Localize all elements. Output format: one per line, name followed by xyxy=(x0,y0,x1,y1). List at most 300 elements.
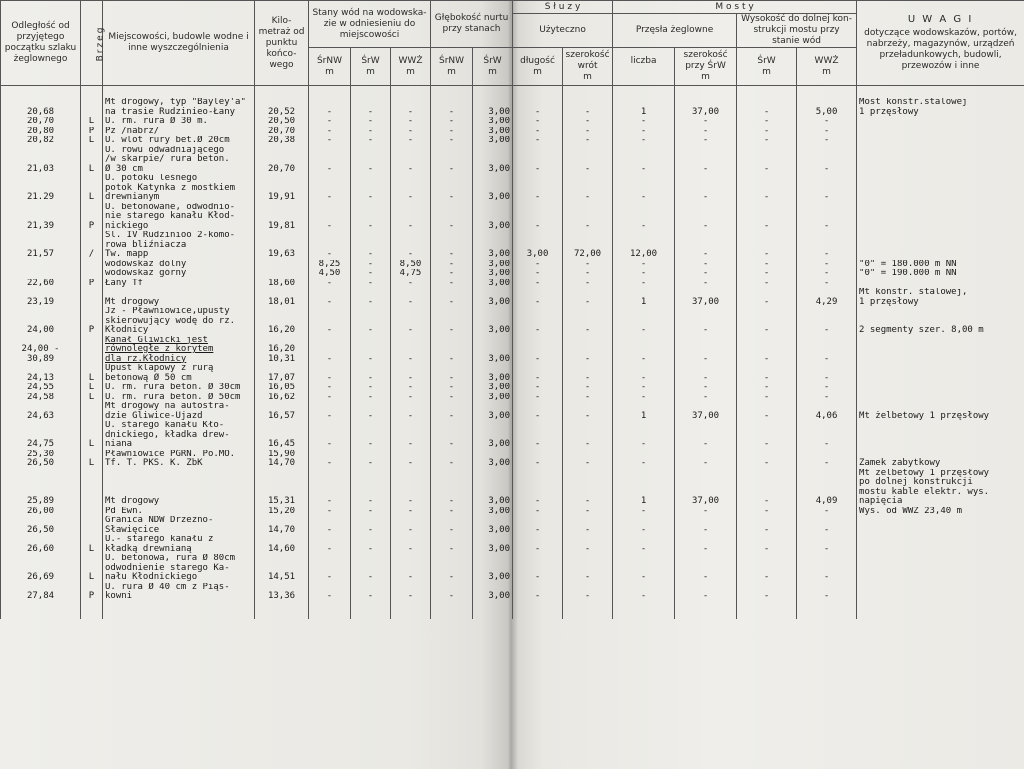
cell-lock-length: - xyxy=(513,146,563,175)
cell-lock-gate-width: - xyxy=(563,402,613,421)
cell-remarks xyxy=(857,554,1024,583)
cell-kilometrage: 17,07 xyxy=(255,364,309,383)
cell-kilometrage: 18,01 xyxy=(255,288,309,307)
cell-depth-srnw: - xyxy=(431,535,473,554)
header-distance: Odległość od przyjętego początku szlaku żeglownego xyxy=(1,1,81,86)
header-kilometrage: Kilo- metraż od punktu końco- wego xyxy=(255,1,309,86)
cell-level-srw: - xyxy=(351,583,391,602)
cell-bank: L xyxy=(81,364,103,383)
cell-clearance-wwz: - xyxy=(797,260,857,270)
cell-level-srw: - xyxy=(351,402,391,421)
cell-level-wwz: - xyxy=(391,516,431,535)
cell-distance: 24,63 xyxy=(1,402,81,421)
cell-span-width: - xyxy=(675,174,737,203)
col-span-count: liczba xyxy=(613,48,675,86)
cell-level-srnw: - xyxy=(309,288,351,307)
cell-lock-length: - xyxy=(513,383,563,393)
cell-clearance-srw: - xyxy=(737,231,797,260)
cell-kilometrage xyxy=(255,269,309,279)
cell-depth-srw: 3,00 xyxy=(473,288,513,307)
cell-span-count: - xyxy=(613,307,675,336)
cell-lock-gate-width: - xyxy=(563,117,613,127)
cell-level-srw: - xyxy=(351,269,391,279)
cell-bank: L xyxy=(81,383,103,393)
table-row xyxy=(1,469,1024,507)
cell-level-wwz: - xyxy=(391,364,431,383)
cell-depth-srw: 3,00 xyxy=(473,450,513,469)
cell-remarks xyxy=(857,535,1024,554)
cell-remarks xyxy=(857,117,1024,127)
cell-level-wwz: - xyxy=(391,279,431,289)
cell-depth-srnw: - xyxy=(431,393,473,403)
cell-depth-srw: 3,00 xyxy=(473,174,513,203)
cell-level-srw: - xyxy=(351,127,391,137)
cell-level-wwz: - xyxy=(391,288,431,307)
cell-bank: L xyxy=(81,136,103,146)
cell-bank: L xyxy=(81,393,103,403)
cell-depth-srnw: - xyxy=(431,469,473,507)
cell-description: Kanał Gliwicki jest równoległe z korytem dla rz.Kłodnicy xyxy=(103,336,255,365)
remarks-subtitle: dotyczące wodowskazów, portów, nabrzeży, magazynów, urządzeń przeładunkowych, budowli, przewozów i inne xyxy=(864,28,1017,71)
table-row xyxy=(1,136,1024,146)
cell-remarks xyxy=(857,364,1024,383)
cell-span-count: - xyxy=(613,383,675,393)
cell-distance xyxy=(1,260,81,270)
cell-span-width: - xyxy=(675,279,737,289)
cell-clearance-wwz: - xyxy=(797,421,857,450)
cell-level-wwz: - xyxy=(391,507,431,517)
cell-distance: 26,50 xyxy=(1,516,81,535)
col-gate-width: szerokość wrót m xyxy=(563,48,613,86)
cell-level-wwz: - xyxy=(391,203,431,232)
cell-level-srw: - xyxy=(351,174,391,203)
cell-lock-length: - xyxy=(513,203,563,232)
cell-level-srnw: - xyxy=(309,364,351,383)
cell-lock-gate-width: 72,00 xyxy=(563,231,613,260)
cell-level-wwz: - xyxy=(391,174,431,203)
cell-span-width: - xyxy=(675,127,737,137)
cell-span-count: - xyxy=(613,516,675,535)
cell-lock-gate-width: - xyxy=(563,146,613,175)
cell-level-srw: - xyxy=(351,393,391,403)
cell-kilometrage: 20,52 xyxy=(255,98,309,117)
cell-level-srw: - xyxy=(351,535,391,554)
cell-bank: P xyxy=(81,583,103,602)
cell-remarks xyxy=(857,136,1024,146)
cell-lock-gate-width: - xyxy=(563,269,613,279)
header-spans: Przęsła żeglowne xyxy=(613,14,737,48)
cell-description: Mt drogowy xyxy=(103,288,255,307)
cell-clearance-srw: - xyxy=(737,516,797,535)
cell-lock-gate-width: - xyxy=(563,260,613,270)
cell-remarks: Mt żelbetowy 1 przęsłowy po dolnej konstrukcji mostu kable elektr. wys. napięcia xyxy=(857,469,1024,507)
col-clear-wwz: WWŻ m xyxy=(797,48,857,86)
cell-clearance-srw: - xyxy=(737,450,797,469)
header-water-levels: Stany wód na wodowska- zie w odniesieniu do miejscowości xyxy=(309,1,431,48)
cell-level-srnw: - xyxy=(309,516,351,535)
cell-span-width: - xyxy=(675,383,737,393)
cell-level-srw: - xyxy=(351,364,391,383)
cell-level-srnw: - xyxy=(309,554,351,583)
cell-lock-gate-width: - xyxy=(563,535,613,554)
table-row xyxy=(1,383,1024,393)
cell-lock-length: - xyxy=(513,136,563,146)
cell-level-wwz: 4,75 xyxy=(391,269,431,279)
cell-span-width: - xyxy=(675,516,737,535)
cell-distance: 21,39 xyxy=(1,203,81,232)
cell-depth-srw: 3,00 xyxy=(473,583,513,602)
cell-lock-gate-width: - xyxy=(563,516,613,535)
cell-lock-gate-width: - xyxy=(563,174,613,203)
cell-level-srw: - xyxy=(351,507,391,517)
cell-kilometrage: 14,51 xyxy=(255,554,309,583)
table-row xyxy=(1,364,1024,383)
cell-span-count: 1 xyxy=(613,288,675,307)
cell-description: U. rura Ø 40 cm z Piąs- kowni xyxy=(103,583,255,602)
cell-level-srnw: - xyxy=(309,402,351,421)
cell-kilometrage: 16,62 xyxy=(255,393,309,403)
cell-depth-srnw: - xyxy=(431,364,473,383)
cell-clearance-srw: - xyxy=(737,393,797,403)
cell-span-width: - xyxy=(675,136,737,146)
cell-description: U.- starego kanału z kładką drewnianą xyxy=(103,535,255,554)
cell-depth-srw: 3,00 xyxy=(473,231,513,260)
cell-level-srw: - xyxy=(351,288,391,307)
cell-lock-gate-width: - xyxy=(563,136,613,146)
table-row xyxy=(1,421,1024,450)
cell-kilometrage: 13,36 xyxy=(255,583,309,602)
cell-span-width: - xyxy=(675,393,737,403)
cell-bank xyxy=(81,336,103,365)
cell-depth-srw: 3,00 xyxy=(473,554,513,583)
cell-span-width: - xyxy=(675,117,737,127)
cell-depth-srnw: - xyxy=(431,269,473,279)
cell-clearance-srw: - xyxy=(737,402,797,421)
cell-depth-srw: 3,00 xyxy=(473,127,513,137)
cell-span-count: - xyxy=(613,174,675,203)
cell-clearance-wwz: - xyxy=(797,364,857,383)
cell-distance: 25,30 26,50 xyxy=(1,450,81,469)
cell-level-srw: - xyxy=(351,336,391,365)
cell-remarks xyxy=(857,174,1024,203)
col-span-width: szerokość przy ŚrW m xyxy=(675,48,737,86)
cell-level-srnw: - xyxy=(309,279,351,289)
cell-bank xyxy=(81,269,103,279)
cell-clearance-srw: - xyxy=(737,469,797,507)
cell-span-width: - xyxy=(675,421,737,450)
cell-remarks xyxy=(857,583,1024,602)
cell-kilometrage: 16,45 xyxy=(255,421,309,450)
cell-level-srw: - xyxy=(351,231,391,260)
cell-lock-gate-width: - xyxy=(563,469,613,507)
cell-level-wwz: 8,50 xyxy=(391,260,431,270)
cell-clearance-wwz: - xyxy=(797,136,857,146)
header-usable: Użyteczno xyxy=(513,14,613,48)
cell-depth-srnw: - xyxy=(431,288,473,307)
cell-lock-length: - xyxy=(513,507,563,517)
cell-level-srw: - xyxy=(351,260,391,270)
cell-clearance-wwz: 5,00 xyxy=(797,98,857,117)
col-depth-srw: ŚrW m xyxy=(473,48,513,86)
cell-clearance-wwz: - xyxy=(797,307,857,336)
cell-depth-srnw: - xyxy=(431,98,473,117)
cell-kilometrage: 16,05 xyxy=(255,383,309,393)
remarks-title: U W A G I xyxy=(907,14,974,25)
cell-bank xyxy=(81,98,103,117)
cell-kilometrage: 20,70 xyxy=(255,127,309,137)
cell-level-srnw: - xyxy=(309,469,351,507)
cell-description: U. betonowane, odwodnio- nie starego kanału Kłod- nickiego xyxy=(103,203,255,232)
cell-depth-srw: 3,00 xyxy=(473,117,513,127)
cell-span-count: 1 xyxy=(613,402,675,421)
cell-span-count: - xyxy=(613,203,675,232)
cell-distance: 26,60 xyxy=(1,535,81,554)
cell-depth-srnw: - xyxy=(431,450,473,469)
cell-level-wwz: - xyxy=(391,231,431,260)
cell-bank: L xyxy=(81,450,103,469)
cell-span-count: - xyxy=(613,554,675,583)
table-row xyxy=(1,127,1024,137)
cell-remarks xyxy=(857,127,1024,137)
table-row xyxy=(1,231,1024,260)
cell-clearance-srw: - xyxy=(737,554,797,583)
cell-lock-gate-width: - xyxy=(563,450,613,469)
cell-level-wwz: - xyxy=(391,307,431,336)
table-row xyxy=(1,269,1024,279)
table-row xyxy=(1,146,1024,175)
cell-span-width: - xyxy=(675,146,737,175)
col-length: długość m xyxy=(513,48,563,86)
cell-depth-srw: 3,00 xyxy=(473,146,513,175)
cell-level-srnw: - xyxy=(309,127,351,137)
header-bank: Brzeg xyxy=(81,1,103,86)
cell-depth-srnw: - xyxy=(431,136,473,146)
cell-span-width: - xyxy=(675,507,737,517)
cell-clearance-wwz: 4,09 xyxy=(797,469,857,507)
cell-distance: 20,68 xyxy=(1,98,81,117)
cell-lock-length: - xyxy=(513,469,563,507)
cell-description: Jz - Pławniowice,upusty skierowujący wodę do rz. Kłodnicy xyxy=(103,307,255,336)
cell-bank: P xyxy=(81,307,103,336)
cell-clearance-wwz: - xyxy=(797,516,857,535)
cell-lock-length: - xyxy=(513,336,563,365)
table-row xyxy=(1,307,1024,336)
cell-level-srw: - xyxy=(351,203,391,232)
cell-clearance-wwz: - xyxy=(797,269,857,279)
table-row xyxy=(1,260,1024,270)
cell-clearance-wwz: - xyxy=(797,393,857,403)
cell-depth-srw: 3,00 xyxy=(473,516,513,535)
cell-bank: L xyxy=(81,117,103,127)
header-places: Miejscowości, budowle wodne i inne wyszczególnienia xyxy=(103,1,255,86)
cell-span-count: - xyxy=(613,136,675,146)
cell-bank: L xyxy=(81,146,103,175)
cell-bank xyxy=(81,469,103,507)
cell-clearance-srw: - xyxy=(737,203,797,232)
cell-clearance-wwz: - xyxy=(797,203,857,232)
cell-kilometrage: 19,81 xyxy=(255,203,309,232)
cell-distance: 21.29 xyxy=(1,174,81,203)
cell-kilometrage: 14,60 xyxy=(255,535,309,554)
table-row xyxy=(1,402,1024,421)
cell-level-wwz: - xyxy=(391,336,431,365)
cell-lock-length: - xyxy=(513,535,563,554)
cell-clearance-srw: - xyxy=(737,307,797,336)
cell-lock-length: - xyxy=(513,450,563,469)
cell-span-width: - xyxy=(675,336,737,365)
cell-clearance-srw: - xyxy=(737,336,797,365)
cell-kilometrage: 16,20 10,31 xyxy=(255,336,309,365)
cell-lock-gate-width: - xyxy=(563,98,613,117)
cell-span-width: - xyxy=(675,450,737,469)
cell-clearance-wwz: 4,06 xyxy=(797,402,857,421)
cell-span-width: 37,00 xyxy=(675,402,737,421)
cell-description: Pławniowice PGRN. Po.MO. Tf. T. PKS. K. ZbK xyxy=(103,450,255,469)
cell-depth-srnw: - xyxy=(431,554,473,583)
cell-remarks: Wys. od WWŻ 23,40 m xyxy=(857,507,1024,517)
cell-level-srw: - xyxy=(351,450,391,469)
cell-description: U. starego kanału Kło- dnickiego, kładka drew- niana xyxy=(103,421,255,450)
cell-level-srnw: - xyxy=(309,146,351,175)
table-row xyxy=(1,174,1024,203)
cell-level-srnw: - xyxy=(309,98,351,117)
cell-level-srnw: 4,50 xyxy=(309,269,351,279)
table-row xyxy=(1,336,1024,365)
cell-level-srnw: - xyxy=(309,174,351,203)
cell-remarks: Most konstr.stalowej 1 przęsłowy xyxy=(857,98,1024,117)
cell-level-srnw: - xyxy=(309,450,351,469)
cell-clearance-srw: - xyxy=(737,535,797,554)
cell-span-count: - xyxy=(613,336,675,365)
cell-depth-srnw: - xyxy=(431,336,473,365)
cell-span-count: - xyxy=(613,146,675,175)
cell-kilometrage: 16,57 xyxy=(255,402,309,421)
header-locks: S ł u z y xyxy=(513,1,613,14)
cell-level-srnw: - xyxy=(309,231,351,260)
cell-distance: 24,00 - 30,89 xyxy=(1,336,81,365)
cell-lock-length: - xyxy=(513,554,563,583)
cell-depth-srnw: - xyxy=(431,174,473,203)
cell-bank: P xyxy=(81,127,103,137)
cell-description: Mt drogowy na autostra- dzie Gliwice-Ujazd xyxy=(103,402,255,421)
cell-level-wwz: - xyxy=(391,421,431,450)
cell-span-width: - xyxy=(675,269,737,279)
cell-description: wodowskaz górny xyxy=(103,269,255,279)
cell-bank xyxy=(81,260,103,270)
cell-clearance-srw: - xyxy=(737,174,797,203)
cell-kilometrage: 15,90 14,70 xyxy=(255,450,309,469)
cell-remarks xyxy=(857,146,1024,175)
cell-lock-length: - xyxy=(513,393,563,403)
cell-remarks xyxy=(857,336,1024,365)
cell-depth-srw: 3,00 xyxy=(473,535,513,554)
cell-level-wwz: - xyxy=(391,146,431,175)
cell-depth-srnw: - xyxy=(431,507,473,517)
table-row xyxy=(1,393,1024,403)
cell-bank: L xyxy=(81,535,103,554)
cell-level-wwz: - xyxy=(391,554,431,583)
cell-kilometrage: 15,20 xyxy=(255,507,309,517)
cell-span-count: 1 xyxy=(613,98,675,117)
cell-remarks xyxy=(857,421,1024,450)
cell-lock-length: - xyxy=(513,260,563,270)
cell-depth-srnw: - xyxy=(431,279,473,289)
cell-lock-length: - xyxy=(513,583,563,602)
cell-clearance-srw: - xyxy=(737,364,797,383)
cell-level-srw: - xyxy=(351,307,391,336)
cell-kilometrage: 15,31 xyxy=(255,469,309,507)
cell-level-srw: - xyxy=(351,98,391,117)
cell-depth-srnw: - xyxy=(431,383,473,393)
cell-distance: 21,03 xyxy=(1,146,81,175)
cell-clearance-wwz: - xyxy=(797,535,857,554)
cell-kilometrage: 18,60 xyxy=(255,279,309,289)
cell-bank xyxy=(81,507,103,517)
cell-span-width: 37,00 xyxy=(675,469,737,507)
cell-depth-srw: 3,00 xyxy=(473,279,513,289)
cell-distance xyxy=(1,269,81,279)
cell-clearance-wwz: - xyxy=(797,383,857,393)
cell-depth-srw: 3,00 xyxy=(473,136,513,146)
cell-clearance-srw: - xyxy=(737,288,797,307)
cell-clearance-wwz: - xyxy=(797,231,857,260)
cell-lock-length: - xyxy=(513,98,563,117)
table-row xyxy=(1,450,1024,469)
cell-level-srnw: - xyxy=(309,117,351,127)
cell-remarks: Mt konstr. stalowej, 1 przęsłowy xyxy=(857,288,1024,307)
cell-distance: 26,00 xyxy=(1,507,81,517)
cell-depth-srw: 3,00 xyxy=(473,336,513,365)
cell-span-count: - xyxy=(613,127,675,137)
table-row xyxy=(1,279,1024,289)
cell-description: U. betonowa, rura Ø 80cm odwodnienie starego Ka- nału Kłodnickiego xyxy=(103,554,255,583)
cell-lock-gate-width: - xyxy=(563,364,613,383)
cell-description: Łany Tf xyxy=(103,279,255,289)
cell-clearance-srw: - xyxy=(737,98,797,117)
cell-level-srnw: - xyxy=(309,583,351,602)
cell-level-srw: - xyxy=(351,279,391,289)
cell-level-srnw: - xyxy=(309,535,351,554)
table-row xyxy=(1,535,1024,554)
cell-span-count: - xyxy=(613,507,675,517)
cell-depth-srw: 3,00 xyxy=(473,421,513,450)
cell-level-srw: - xyxy=(351,421,391,450)
cell-lock-gate-width: - xyxy=(563,507,613,517)
cell-lock-length: 3,00 xyxy=(513,231,563,260)
cell-span-width: - xyxy=(675,260,737,270)
cell-level-wwz: - xyxy=(391,469,431,507)
cell-kilometrage xyxy=(255,260,309,270)
table-row xyxy=(1,288,1024,307)
cell-remarks xyxy=(857,516,1024,535)
cell-description: Śl. IV Rudzinioo 2-komo- rowa bliźniacza Tw. mapp xyxy=(103,231,255,260)
cell-distance: 20,70 xyxy=(1,117,81,127)
cell-level-srnw: - xyxy=(309,393,351,403)
cell-span-count: - xyxy=(613,260,675,270)
cell-description: U. rm. rura beton. Ø 30cm xyxy=(103,383,255,393)
cell-lock-gate-width: - xyxy=(563,279,613,289)
cell-clearance-srw: - xyxy=(737,260,797,270)
cell-depth-srw: 3,00 xyxy=(473,507,513,517)
cell-level-wwz: - xyxy=(391,450,431,469)
header-clearance: Wysokość do dolnej kon- strukcji mostu przy stanie wód xyxy=(737,14,857,48)
cell-clearance-wwz: - xyxy=(797,450,857,469)
cell-description: Mt drogowy xyxy=(103,469,255,507)
cell-depth-srnw: - xyxy=(431,421,473,450)
cell-description: wodowskaz dolny xyxy=(103,260,255,270)
cell-span-count: - xyxy=(613,535,675,554)
cell-description: U. wlot rury bet.Ø 20cm xyxy=(103,136,255,146)
